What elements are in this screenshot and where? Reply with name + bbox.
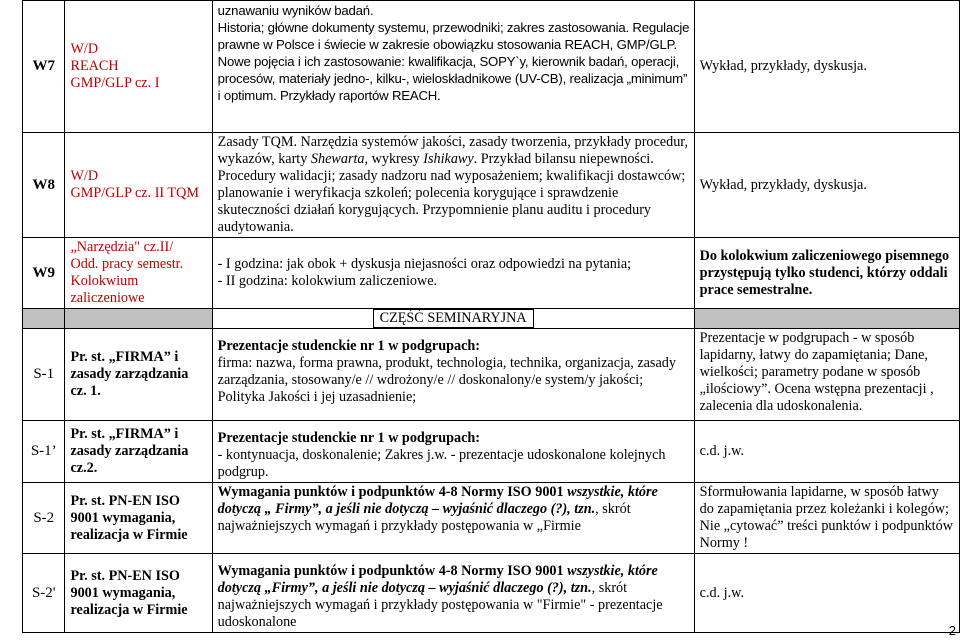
- section-row: [23, 309, 960, 329]
- topic-line: Kolokwium: [70, 273, 139, 289]
- row-content: [212, 238, 694, 309]
- row-code: W7: [23, 1, 65, 133]
- content-heading: Wymagania punktów i podpunktów 4-8 Normy ISO 9001: [217, 484, 568, 500]
- syllabus-table: [22, 0, 960, 633]
- row-topic: Pr. st. PN-EN ISO 9001 wymagania, realizacja w Firmie: [65, 554, 212, 633]
- section-gray-cell: [694, 309, 959, 329]
- row-topic: Pr. st. PN-EN ISO 9001 wymagania, realizacja w Firmie: [65, 483, 212, 554]
- row-topic: [65, 238, 212, 309]
- content-heading: Wymagania punktów i podpunktów 4-8 Normy ISO 9001: [217, 563, 568, 579]
- content-italic: wszystkie, które dotyczą „ Firmy”, a jeśli nie dotyczą – wyjaśnić dlaczego (?), tzn.: [217, 484, 658, 517]
- spacer: [218, 422, 690, 430]
- content-italic: Shewarta: [310, 151, 365, 167]
- row-content: [212, 554, 694, 633]
- table-row: [23, 483, 960, 554]
- table-row: [23, 554, 960, 633]
- content-text: Zasady TQM. Narzędzia systemów jakości, zasady tworzenia, przykłady procedur, wykazów, karty: [217, 134, 688, 167]
- content-text: , skrót najważniejszych wymagań i przykłady postępowania w "Firmie" - prezentacje udoskonalone: [217, 580, 663, 630]
- row-code: S-2': [23, 554, 65, 633]
- content-text: uznawaniu wyników badań.: [217, 3, 374, 18]
- row-method: c.d. j.w.: [694, 554, 959, 633]
- row-method: Wykład, przykłady, dyskusja.: [694, 1, 959, 133]
- content-text: - I godzina: jak obok + dyskusja niejasności oraz odpowiedzi na pytania;: [217, 256, 632, 272]
- spacer: [218, 555, 690, 563]
- row-method: Sformułowania lapidarne, w sposób łatwy do zapamiętania przez koleżanki i kolegów; Nie „cytować” treści punktów i podpunktów Normy !: [694, 483, 959, 554]
- row-content: [212, 133, 694, 238]
- row-content: [212, 421, 694, 483]
- content-italic: Ishikawy: [423, 151, 474, 167]
- table-row: [23, 133, 960, 238]
- section-title-cell: [212, 309, 694, 329]
- row-method: Do kolokwium zaliczeniowego pisemnego przystępują tylko studenci, którzy oddali prace semestralne.: [694, 238, 959, 309]
- content-italic: wszystkie, które dotyczą „Firmy”, a jeśli nie dotyczą – wyjaśnić dlaczego (?), tzn.: [217, 563, 658, 596]
- table-row: [23, 421, 960, 483]
- topic-line: Odd. pracy semestr.: [70, 256, 184, 272]
- content-text: , wykresy: [364, 151, 424, 167]
- content-text: Historia; główne dokumenty systemu, przewodniki; zakres zastosowania. Regulacje prawne w Polsce i świecie w zakresie obowiązku stosowania REACH, GMP/GLP. Nowe pojęcia i ich zastosowanie: kwalifikacja, SOPY`y, kierownik badań, operacji, procesów, materiały jedno-, kilku-, wieloskładnikowe (UV-CB), realizacja „minimum” i optimum. Przykłady raportów REACH.: [217, 20, 690, 103]
- topic-line: zaliczeniowe: [70, 290, 145, 306]
- content-text: - II godzina: kolokwium zaliczeniowe.: [217, 273, 438, 289]
- content-heading: Prezentacje studenckie nr 1 w podgrupach:: [217, 338, 480, 354]
- row-code: S-2: [23, 483, 65, 554]
- topic-line: W/D: [70, 41, 99, 57]
- page-number: 2: [948, 623, 956, 638]
- section-gray-cell: [65, 309, 212, 329]
- topic-line: W/D: [70, 168, 99, 184]
- row-content: [212, 1, 694, 133]
- topic-line: „Narzędzia" cz.II/: [70, 239, 174, 255]
- content-heading: Prezentacje studenckie nr 1 w podgrupach:: [217, 430, 480, 446]
- table-row: [23, 1, 960, 133]
- section-gray-cell: [23, 309, 65, 329]
- row-method: c.d. j.w.: [694, 421, 959, 483]
- row-content: [212, 483, 694, 554]
- row-topic: [65, 133, 212, 238]
- row-code: W8: [23, 133, 65, 238]
- row-topic: [65, 1, 212, 133]
- content-text: , skrót najważniejszych wymagań i przykłady postępowania w „Firmie: [217, 501, 631, 534]
- table-row: [23, 238, 960, 309]
- topic-line: GMP/GLP cz. II TQM: [70, 185, 199, 201]
- row-topic: Pr. st. „FIRMA” i zasady zarządzania cz. 1.: [65, 329, 212, 421]
- row-code: W9: [23, 238, 65, 309]
- content-text: . Przykład bilansu niepewności. Procedury walidacji; zasady nadzoru nad wyposażeniem; kwalifikacji dostawców; planowanie i weryfikacja szkoleń; polecenia korygujące i sprawdzenie skuteczności działań korygujących. Przypomnienie planu auditu i procedury audytowania.: [217, 151, 686, 235]
- topic-line: GMP/GLP cz. I: [70, 75, 160, 91]
- row-code: S-1’: [23, 421, 65, 483]
- section-title: CZĘŚĆ SEMINARYJNA: [373, 309, 534, 328]
- table-row: [23, 329, 960, 421]
- row-method: Prezentacje w podgrupach - w sposób lapidarny, łatwy do zapamiętania; Dane, wielkości; parametry podane w sposób „ilościowy”. Ocena wstępna prezentacji , zalecenia dla udoskonalenia.: [694, 329, 959, 421]
- spacer: [218, 330, 690, 338]
- row-method: Wykład, przykłady, dyskusja.: [694, 133, 959, 238]
- row-topic: Pr. st. „FIRMA” i zasady zarządzania cz.2.: [65, 421, 212, 483]
- content-text: firma: nazwa, forma prawna, produkt, technologia, technika, organizacja, zasady zarządzania, stosowany/e // wdrożony/e // doskonalony/e system/y jakości; Polityka Jakości i jej uzasadnienie;: [217, 355, 676, 405]
- row-code: S-1: [23, 329, 65, 421]
- row-content: [212, 329, 694, 421]
- topic-line: REACH: [70, 58, 119, 74]
- content-text: - kontynuacja, doskonalenie; Zakres j.w. - prezentacje udoskonalone kolejnych podgrup.: [217, 447, 666, 480]
